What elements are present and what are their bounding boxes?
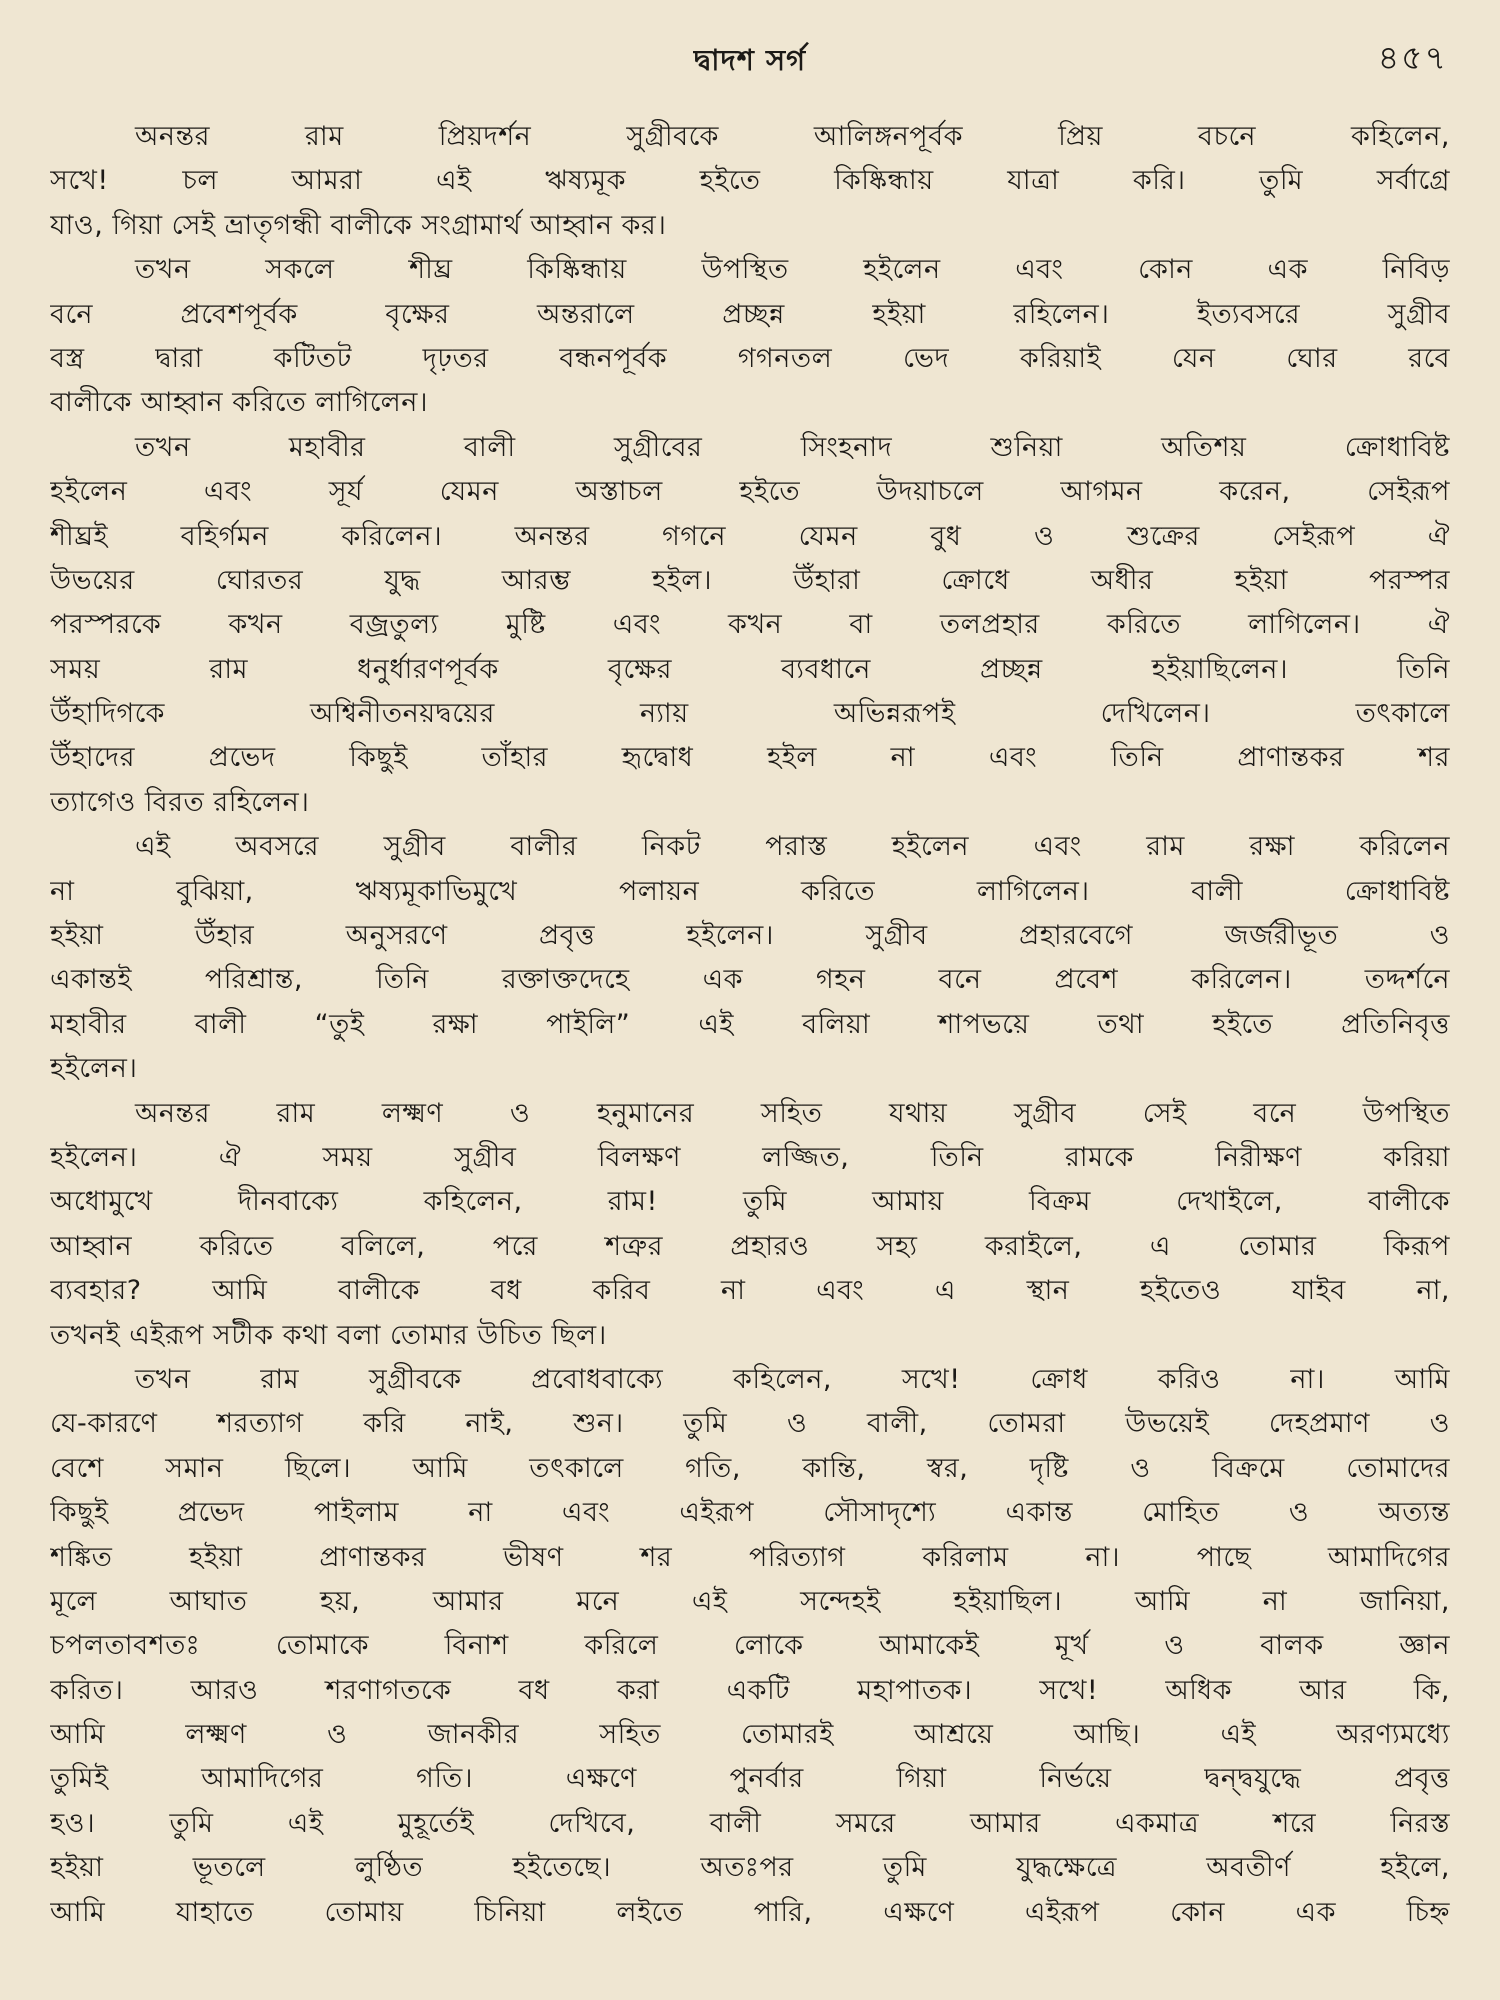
text-line: কিছুই প্রভেদ পাইলাম না এবং এইরূপ সৌসাদৃশ্যে একান্ত মোহিত ও অত্যন্ত [50,1497,1450,1529]
paragraph [50,248,1450,426]
text-line: না বুঝিয়া, ঋষ্যমূকাভিমুখে পলায়ন করিতে লাগিলেন। বালী ক্রোধাবিষ্ট [50,875,1450,907]
text-line: মূলে আঘাত হয়, আমার মনে এই সন্দেহই হইয়াছিল। আমি না জানিয়া, [50,1585,1450,1617]
text-line: তখন রাম সুগ্রীবকে প্রবোধবাক্যে কহিলেন, সখে! ক্রোধ করিও না। আমি [135,1363,1450,1395]
text-line: হইলেন। [50,1053,138,1085]
text-line: তুমিই আমাদিগের গতি। এক্ষণে পুনর্বার গিয়া নির্ভয়ে দ্বন্দ্বযুদ্ধে প্রবৃত্ত [50,1763,1450,1795]
text-line: শঙ্কিত হইয়া প্রাণান্তকর ভীষণ শর পরিত্যাগ করিলাম না। পাছে আমাদিগের [50,1541,1450,1573]
paragraph [50,825,1450,1091]
text-line: আমি যাহাতে তোমায় চিনিয়া লইতে পারি, এক্ষণে এইরূপ কোন এক চিহ্ন [50,1896,1450,1928]
text-line: সময় রাম ধনুর্ধারণপূর্বক বৃক্ষের ব্যবধানে প্রচ্ছন্ন হইয়াছিলেন। তিনি [50,653,1450,685]
text-line: অনন্তর রাম লক্ষ্মণ ও হনুমানের সহিত যথায় সুগ্রীব সেই বনে উপস্থিত [135,1097,1450,1129]
text-line: বেশে সমান ছিলে। আমি তৎকালে গতি, কান্তি, স্বর, দৃষ্টি ও বিক্রমে তোমাদের [50,1452,1450,1484]
text-line: বনে প্রবেশপূর্বক বৃক্ষের অন্তরালে প্রচ্ছন্ন হইয়া রহিলেন। ইত্যবসরে সুগ্রীব [50,298,1450,330]
body-text [50,115,1450,1935]
text-line: শীঘ্রই বহির্গমন করিলেন। অনন্তর গগনে যেমন বুধ ও শুক্রের সেইরূপ ঐ [50,520,1450,552]
text-line: উভয়ের ঘোরতর যুদ্ধ আরম্ভ হইল। উঁহারা ক্রোধে অধীর হইয়া পরস্পর [50,564,1450,596]
paragraph [50,115,1450,248]
running-header [0,28,1500,88]
text-line: করিত। আরও শরণাগতকে বধ করা একটি মহাপাতক। সখে! অধিক আর কি, [50,1674,1450,1706]
text-line: বালীকে আহ্বান করিতে লাগিলেন। [50,387,429,419]
text-line: হইয়া ভূতলে লুণ্ঠিত হইতেছে। অতঃপর তুমি যুদ্ধক্ষেত্রে অবতীর্ণ হইলে, [50,1852,1450,1884]
text-line: তখন মহাবীর বালী সুগ্রীবের সিংহনাদ শুনিয়া অতিশয় ক্রোধাবিষ্ট [135,431,1450,463]
text-line: ব্যবহার? আমি বালীকে বধ করিব না এবং এ স্থান হইতেও যাইব না, [50,1275,1450,1307]
text-line: আমি লক্ষ্মণ ও জানকীর সহিত তোমারই আশ্রয়ে আছি। এই অরণ্যমধ্যে [50,1719,1450,1751]
text-line: হইলেন। ঐ সময় সুগ্রীব বিলক্ষণ লজ্জিত, তিনি রামকে নিরীক্ষণ করিয়া [50,1141,1450,1173]
text-line: হও। তুমি এই মুহূর্তেই দেখিবে, বালী সমরে আমার একমাত্র শরে নিরস্ত [50,1807,1450,1839]
text-line: হইলেন এবং সূর্য যেমন অস্তাচল হইতে উদয়াচলে আগমন করেন, সেইরূপ [50,476,1450,508]
text-line: অধোমুখে দীনবাক্যে কহিলেন, রাম! তুমি আমায় বিক্রম দেখাইলে, বালীকে [50,1186,1450,1218]
text-line: পরস্পরকে কখন বজ্রতুল্য মুষ্টি এবং কখন বা তলপ্রহার করিতে লাগিলেন। ঐ [50,609,1450,641]
text-line: তখনই এইরূপ সটীক কথা বলা তোমার উচিত ছিল। [50,1319,607,1351]
text-line: এই অবসরে সুগ্রীব বালীর নিকট পরাস্ত হইলেন এবং রাম রক্ষা করিলেন [135,831,1450,863]
text-line: যে-কারণে শরত্যাগ করি নাই, শুন। তুমি ও বালী, তোমরা উভয়েই দেহপ্রমাণ ও [50,1408,1450,1440]
text-line: উঁহাদিগকে অশ্বিনীতনয়দ্বয়ের ন্যায় অভিন্নরূপই দেখিলেন। তৎকালে [50,698,1450,730]
paragraph [50,426,1450,826]
text-line: একান্তই পরিশ্রান্ত, তিনি রক্তাক্তদেহে এক গহন বনে প্রবেশ করিলেন। তদ্দর্শনে [50,964,1450,996]
text-line: অনন্তর রাম প্রিয়দর্শন সুগ্রীবকে আলিঙ্গনপূর্বক প্রিয় বচনে কহিলেন, [135,121,1450,152]
page-number: ৪৫৭ [1377,38,1448,77]
paragraph [50,1092,1450,1358]
text-line: তখন সকলে শীঘ্র কিষ্কিন্ধায় উপস্থিত হইলেন এবং কোন এক নিবিড় [135,254,1450,286]
text-line: যাও, গিয়া সেই ভ্রাতৃগন্ধী বালীকে সংগ্রামার্থ আহ্বান কর। [50,209,667,241]
text-line: আহ্বান করিতে বলিলে, পরে শত্রুর প্রহারও সহ্য করাইলে, এ তোমার কিরূপ [50,1230,1450,1262]
text-line: বস্ত্র দ্বারা কটিতট দৃঢ়তর বন্ধনপূর্বক গগনতল ভেদ করিয়াই যেন ঘোর রবে [50,342,1450,374]
text-line: মহাবীর বালী “তুই রক্ষা পাইলি” এই বলিয়া শাপভয়ে তথা হইতে প্রতিনিবৃত্ত [50,1008,1450,1040]
text-line: হইয়া উঁহার অনুসরণে প্রবৃত্ত হইলেন। সুগ্রীব প্রহারবেগে জর্জরীভূত ও [50,920,1450,952]
paragraph [50,1358,1450,1935]
text-line: চপলতাবশতঃ তোমাকে বিনাশ করিলে লোকে আমাকেই মূর্খ ও বালক জ্ঞান [50,1630,1450,1662]
chapter-title: দ্বাদশ সর্গ [693,43,807,77]
text-line: উঁহাদের প্রভেদ কিছুই তাঁহার হৃদ্বোধ হইল না এবং তিনি প্রাণান্তকর শর [50,742,1450,774]
text-line: সখে! চল আমরা এই ঋষ্যমূক হইতে কিষ্কিন্ধায় যাত্রা করি। তুমি সর্বাগ্রে [50,165,1450,197]
text-line: ত্যাগেও বিরত রহিলেন। [50,786,310,818]
